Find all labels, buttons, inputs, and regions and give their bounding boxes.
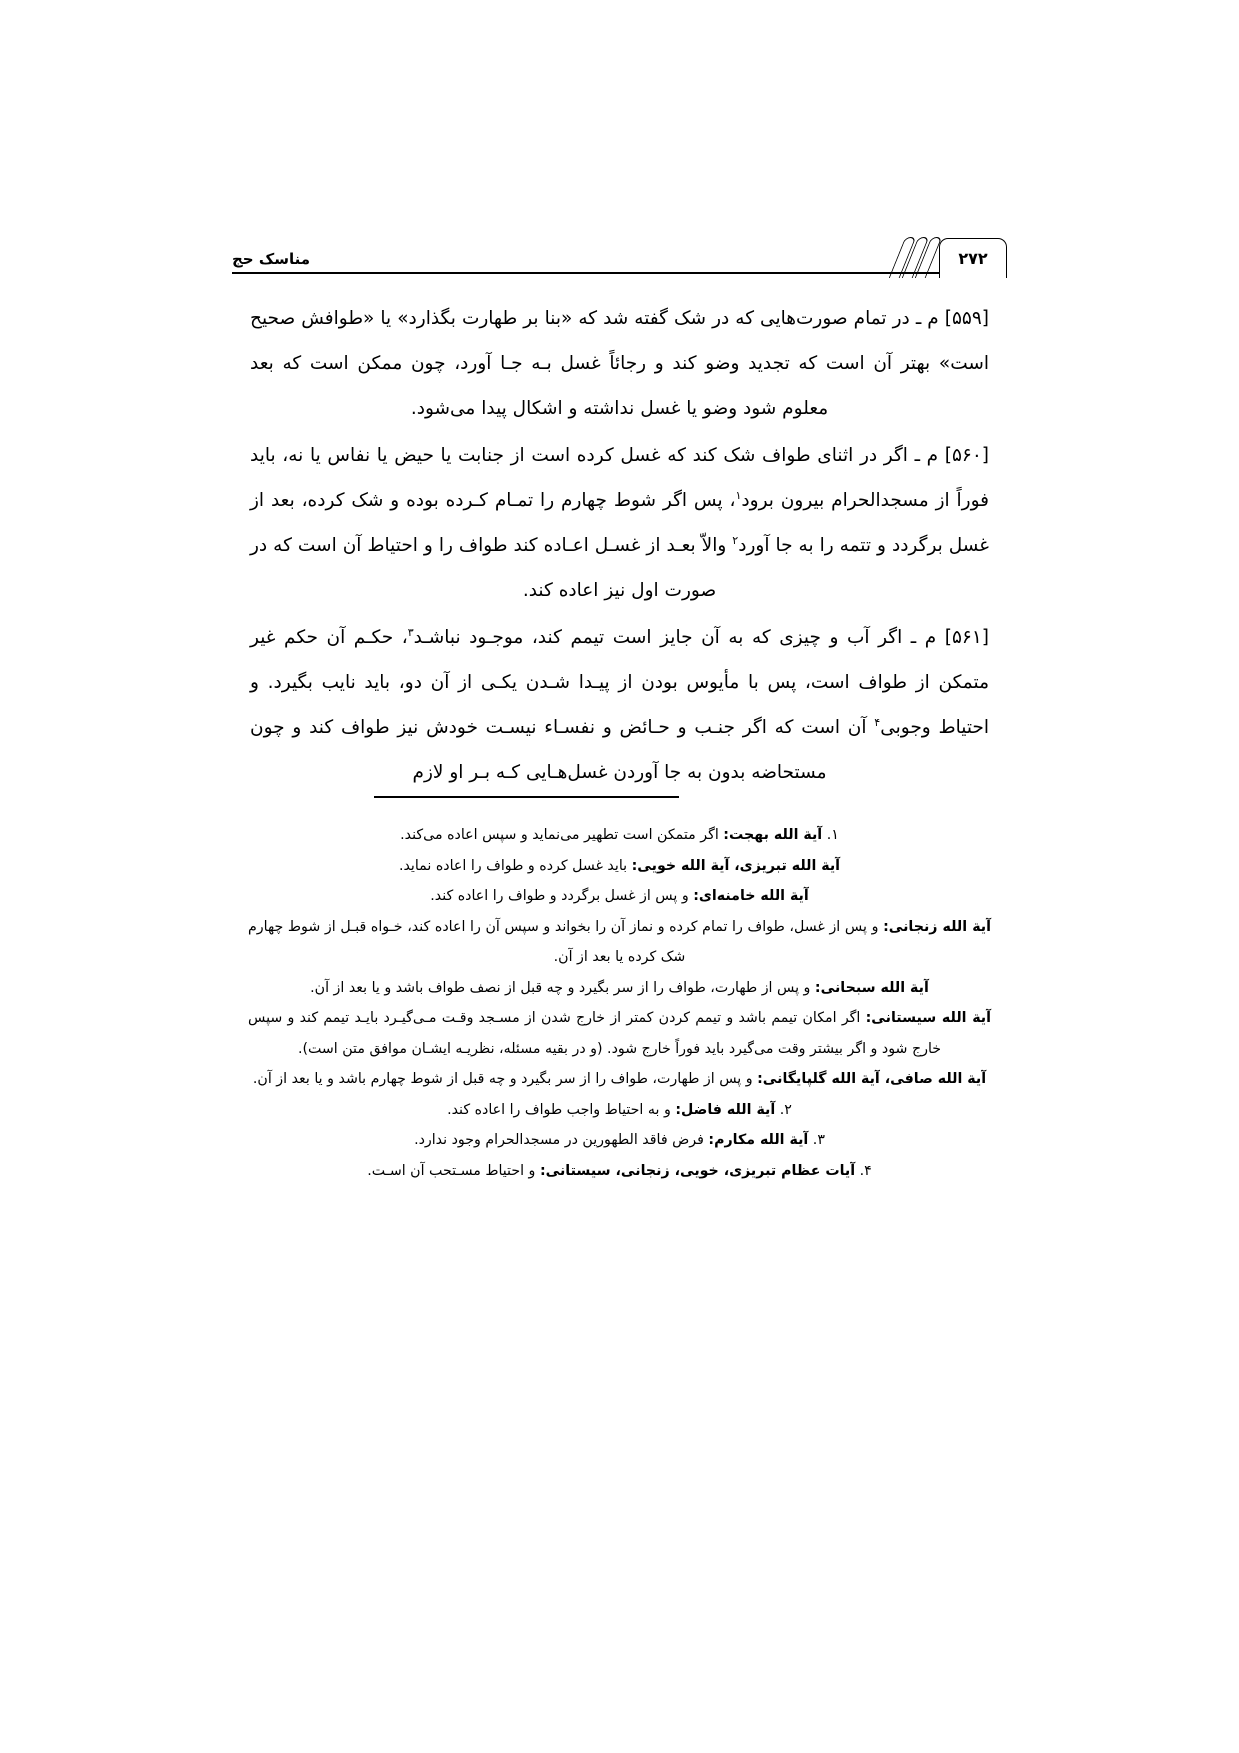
paragraph-559 xyxy=(250,296,989,431)
footnote-text: فرض فاقد الطهورین در مسجدالحرام وجود ندارد. xyxy=(414,1132,709,1148)
paragraph-560-text-3: والاّ بعـد از غسـل اعـاده کند طواف را و احتیاط آن است که در صورت اول نیز اعاده کند. xyxy=(250,535,733,601)
footnote-ref-2[interactable]: ۲ xyxy=(732,533,739,547)
running-header xyxy=(232,236,1007,280)
paragraph-560-text-2: ، پس اگر شوط چهارم را تمـام کـرده بوده و شک کرده، بعد از غسل برگردد و تتمه را به جا آورد xyxy=(250,490,989,556)
paragraph-561 xyxy=(250,615,989,795)
footnote-authority: آیة الله بهجت: xyxy=(723,827,823,843)
footnote-marker: ۲. xyxy=(779,1101,792,1118)
footnote-item xyxy=(248,912,991,973)
header-divider xyxy=(232,272,1007,274)
footnote-authority: آیة الله صافی، آیة الله گلپایگانی: xyxy=(757,1071,987,1087)
footnote-ref-1[interactable]: ۱ xyxy=(735,488,742,502)
footnote-ref-4[interactable]: ۴ xyxy=(874,715,881,729)
footnote-ref-3[interactable]: ۳ xyxy=(407,625,414,639)
footnote-authority: آیات عظام تبریزی، خویی، زنجانی، سیستانی: xyxy=(539,1162,856,1179)
paragraph-561-text-3: آن است که اگر جنـب و حـائض و نفسـاء نیسـت خودش نیز طواف کند و چون مستحاضه بدون به جا آوردن غسل‌هـایی کـه بـر او لازم xyxy=(250,717,875,783)
footnote-authority: آیة الله سیستانی: xyxy=(865,1010,991,1026)
footnote-marker: ۳. xyxy=(812,1132,825,1148)
footnote-authority: آیة الله مکارم: xyxy=(708,1132,809,1148)
footnote-text: و پس از غسل، طواف را تمام کرده و نماز آن را بخواند و سپس آن را اعاده کند، خـواه قبـل از شوط چهارم شک کرده یا بعد از آن. xyxy=(248,918,884,965)
page-number: ۲۷۲ xyxy=(939,238,1007,278)
footnote-separator xyxy=(374,796,679,798)
footnote-text: اگر امکان تیمم باشد و تیمم کردن کمتر از خارج شدن از مسـجد وقـت مـی‌گیـرد بایـد تیمم کند و سپس خارج شود و اگر بیشتر وقت می‌گیرد باید فوراً خارج شود. (و در بقیه مسئله، نظریـه ایشـان موافق متن است). xyxy=(248,1010,942,1057)
paragraph-559-text: [۵۵۹] م ـ در تمام صورت‌هایی که در شک گفته شد که «بنا بر طهارت بگذارد» یا «طوافش صحیح است» بهتر آن است که تجدید وضو کند و رجائاً غسل بـه جـا آورد، چون ممکن است که بعد معلوم شود وضو یا غسل نداشته و اشکال پیدا می‌شود. xyxy=(250,308,989,419)
footnote-text: و احتیاط مسـتحب آن اسـت. xyxy=(367,1162,540,1179)
footnote-text: و به احتیاط واجب طواف را اعاده کند. xyxy=(447,1101,676,1118)
footnote-item xyxy=(248,1095,991,1126)
footnote-authority: آیة الله فاضل: xyxy=(675,1101,776,1118)
paragraph-561-text-2: ، حکـم آن حکم غیر متمکن از طواف است، پس با مأیوس بودن از پیـدا شـدن یکـی از آن دو، باید نایب بگیرد. و احتیاط وجوبی xyxy=(250,627,989,738)
footnote-authority: آیة الله سبحانی: xyxy=(814,979,929,996)
footnote-authority: آیة الله زنجانی: xyxy=(883,918,991,935)
footnote-item xyxy=(248,820,991,851)
paragraph-560 xyxy=(250,433,989,613)
footnote-item xyxy=(248,973,991,1004)
footnote-text: و پس از طهارت، طواف را از سر بگیرد و چه قبل از نصف طواف باشد و یا بعد از آن. xyxy=(310,979,815,996)
footnote-item xyxy=(248,1003,991,1064)
footnote-item xyxy=(248,881,991,912)
footnote-authority: آیة الله خامنه‌ای: xyxy=(693,888,809,904)
footnote-marker: ۴. xyxy=(859,1162,872,1179)
footnote-item xyxy=(248,1064,991,1095)
footnote-text: و پس از طهارت، طواف را از سر بگیرد و چه قبل از شوط چهارم باشد و یا بعد از آن. xyxy=(252,1071,758,1087)
footnote-marker: ۱. xyxy=(826,827,839,843)
footnote-text: و پس از غسل برگردد و طواف را اعاده کند. xyxy=(430,888,694,904)
footnote-item xyxy=(248,1125,991,1156)
footnote-text: باید غسل کرده و طواف را اعاده نماید. xyxy=(398,857,632,874)
book-title: مناسک حج xyxy=(232,250,310,268)
footnote-list xyxy=(248,820,991,1186)
paragraph-561-text-1: [۵۶۱] م ـ اگر آب و چیزی که به آن جایز است تیمم کند، موجـود نباشـد xyxy=(413,627,989,648)
footnote-item xyxy=(248,1156,991,1187)
footnote-text: اگر متمکن است تطهیر می‌نماید و سپس اعاده می‌کند. xyxy=(400,827,724,843)
footnote-item xyxy=(248,851,991,882)
footnote-authority: آیة الله تبریزی، آیة الله خویی: xyxy=(631,857,841,874)
main-text-column xyxy=(250,296,989,795)
paragraph-560-text-1: [۵۶۰] م ـ اگر در اثنای طواف شک کند که غسل کرده است از جنابت یا حیض یا نفاس یا نه، باید فوراً از مسجدالحرام بیرون برود xyxy=(250,445,989,511)
